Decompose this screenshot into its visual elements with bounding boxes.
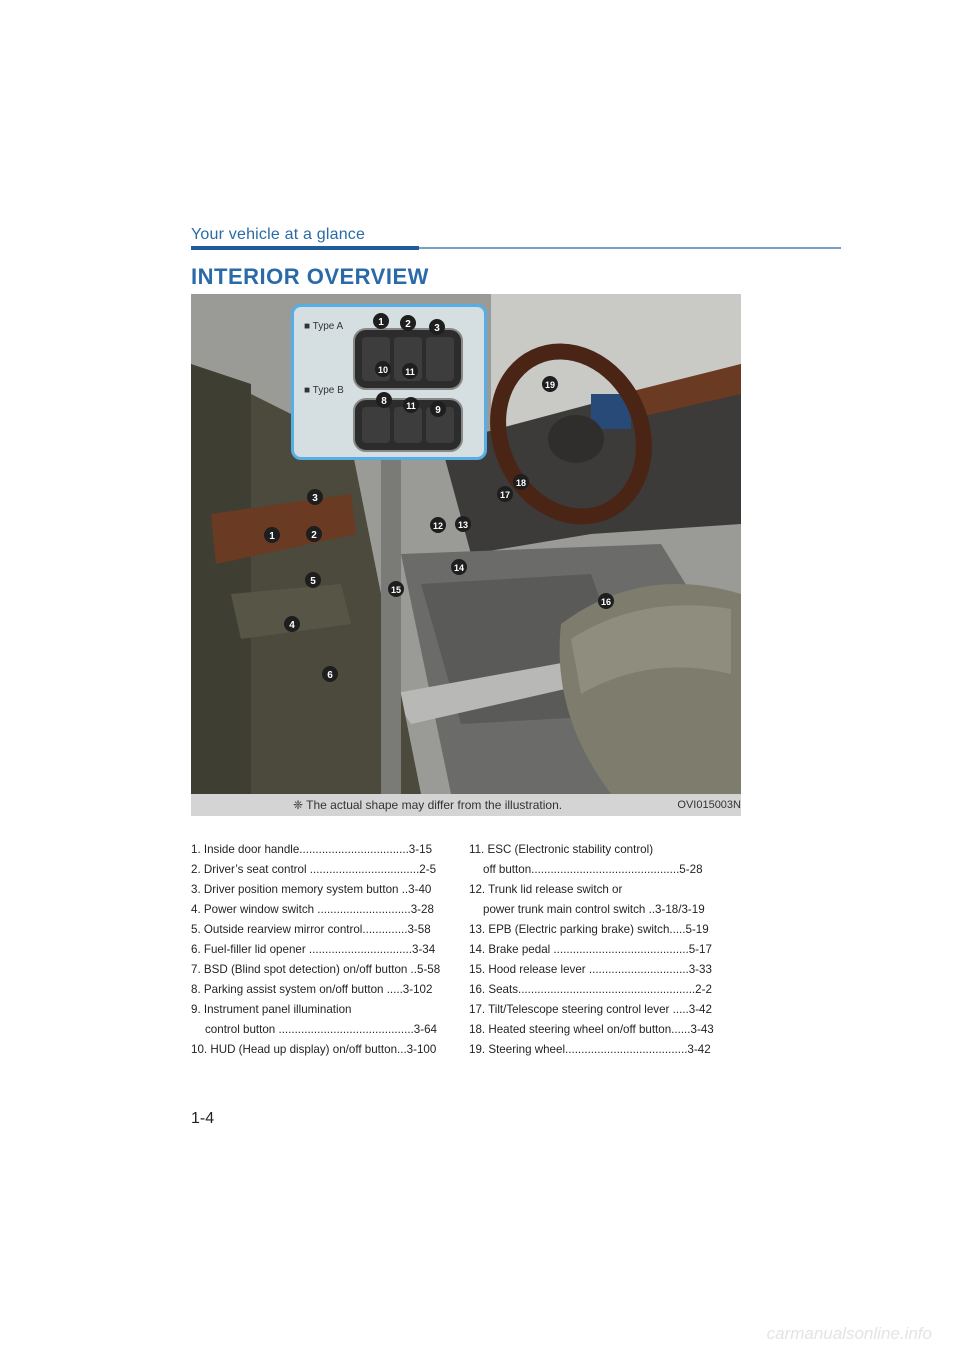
list-item: 6. Fuel-filler lid opener ................................3-34 (191, 943, 436, 956)
callout-11-type-a (402, 363, 418, 379)
list-item: 8. Parking assist system on/off button .....3-102 (191, 983, 433, 996)
interior-illustration (191, 294, 741, 794)
list-item-continuation: power trunk main control switch ..3-18/3-19 (483, 903, 705, 916)
svg-text:5: 5 (310, 576, 316, 587)
callout-1 (264, 527, 280, 543)
figure-code: OVI015003N (677, 799, 741, 811)
callout-7 (373, 313, 389, 329)
list-item: 5. Outside rearview mirror control..............3-58 (191, 923, 431, 936)
list-item: 17. Tilt/Telescope steering control lever .....3-42 (469, 1003, 712, 1016)
callout-19 (542, 376, 558, 392)
page-number: 1-4 (191, 1110, 215, 1127)
callout-layer (191, 294, 741, 794)
list-item: 4. Power window switch .............................3-28 (191, 903, 434, 916)
list-item: 1. Inside door handle..................................3-15 (191, 843, 433, 856)
list-item: 3. Driver position memory system button ..3-40 (191, 883, 432, 896)
list-item: 12. Trunk lid release switch or (469, 883, 623, 896)
callout-3 (307, 489, 323, 505)
svg-text:10: 10 (377, 365, 389, 375)
watermark: carmanualsonline.info (766, 1324, 932, 1343)
section-title: Your vehicle at a glance (191, 226, 366, 243)
callout-16 (598, 593, 614, 609)
svg-text:3: 3 (312, 493, 318, 504)
svg-text:11: 11 (405, 367, 415, 377)
figure-caption-bar (191, 794, 741, 816)
svg-text:1: 1 (378, 317, 384, 328)
callout-9-type-a (429, 319, 445, 335)
callout-13 (455, 516, 471, 532)
callout-4 (284, 616, 300, 632)
svg-text:12: 12 (432, 521, 444, 531)
list-item: 11. ESC (Electronic stability control) (469, 843, 654, 856)
callout-8-type-a (400, 315, 416, 331)
index-list-right (469, 840, 741, 1060)
list-item: 7. BSD (Blind spot detection) on/off button ..5-58 (191, 963, 441, 976)
list-item: 19. Steering wheel......................................3-42 (469, 1043, 711, 1056)
inset-type-a-label: ■ Type A (304, 321, 344, 332)
list-item: 13. EPB (Electric parking brake) switch.....5-19 (469, 923, 709, 936)
callout-9-type-b (430, 401, 446, 417)
callout-15 (388, 581, 404, 597)
callout-12 (430, 517, 446, 533)
svg-text:19: 19 (544, 380, 556, 390)
svg-text:6: 6 (327, 670, 333, 681)
list-item: 2. Driver’s seat control ..................................2-5 (191, 863, 437, 876)
svg-text:17: 17 (499, 490, 511, 500)
callout-18 (513, 474, 529, 490)
svg-text:8: 8 (381, 396, 387, 407)
svg-text:4: 4 (289, 620, 295, 631)
callout-10 (375, 361, 391, 377)
svg-text:3: 3 (434, 323, 440, 334)
list-item-continuation: control button ..........................................3-64 (205, 1023, 437, 1036)
list-item: 18. Heated steering wheel on/off button......3-43 (469, 1023, 714, 1036)
svg-text:9: 9 (435, 405, 441, 416)
section-header (191, 226, 841, 252)
list-item: 14. Brake pedal ..........................................5-17 (469, 943, 712, 956)
inset-type-b-label: ■ Type B (304, 385, 344, 396)
section-divider-dark (191, 246, 419, 250)
list-item: 10. HUD (Head up display) on/off button...3-100 (191, 1043, 437, 1056)
list-item: 16. Seats.......................................................2-2 (469, 983, 712, 996)
svg-text:16: 16 (600, 597, 612, 607)
callout-14 (451, 559, 467, 575)
svg-text:15: 15 (390, 585, 402, 595)
svg-text:2: 2 (311, 530, 317, 541)
svg-text:14: 14 (453, 563, 465, 573)
callout-6 (322, 666, 338, 682)
list-item: 15. Hood release lever ...............................3-33 (469, 963, 712, 976)
index-list-left (191, 840, 463, 1060)
svg-text:2: 2 (405, 319, 411, 330)
list-item-continuation: off button..............................................5-28 (483, 863, 703, 876)
svg-text:18: 18 (515, 478, 527, 488)
page-title: INTERIOR OVERVIEW (191, 264, 429, 289)
svg-text:1: 1 (269, 531, 275, 542)
svg-text:11: 11 (406, 401, 416, 411)
callout-2 (306, 526, 322, 542)
list-item: 9. Instrument panel illumination (191, 1003, 352, 1016)
svg-text:13: 13 (457, 520, 469, 530)
callout-17 (497, 486, 513, 502)
callout-11-type-b (403, 397, 419, 413)
callout-8-type-b (376, 392, 392, 408)
section-divider-light (419, 247, 841, 249)
figure-caption: ❈ The actual shape may differ from the illustration. (293, 798, 563, 812)
callout-5 (305, 572, 321, 588)
